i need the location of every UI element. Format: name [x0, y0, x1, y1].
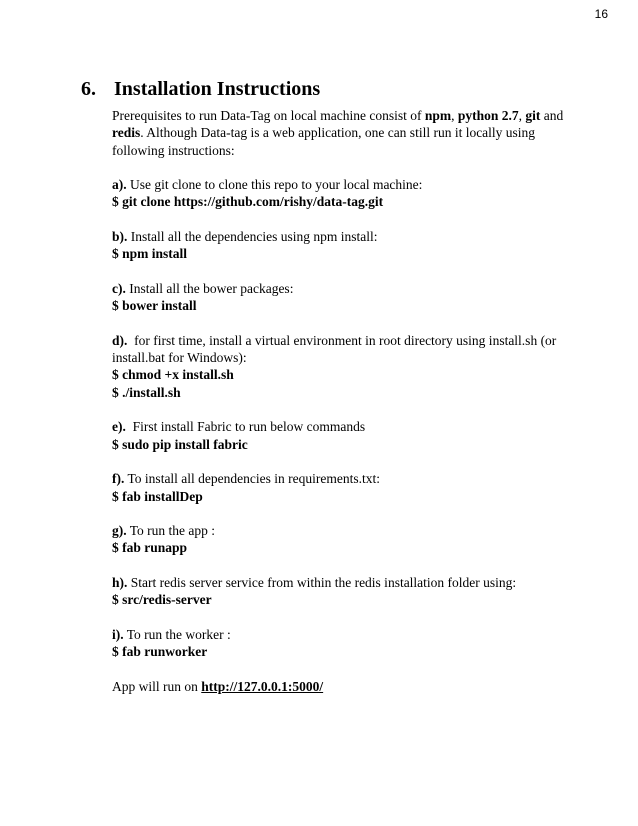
step-item	[112, 176, 582, 211]
step-marker: a).	[112, 177, 127, 193]
step-item	[112, 574, 582, 609]
step-text: Start redis server service from within the redis installation folder using:	[127, 575, 517, 591]
step-instruction	[112, 574, 582, 591]
command-line: $ fab installDep	[112, 488, 203, 504]
section-heading	[81, 77, 320, 101]
prereq-npm: npm	[424, 108, 452, 123]
step-item	[112, 418, 582, 453]
step-text: To run the worker :	[123, 626, 231, 642]
step-item	[112, 332, 582, 401]
step-text: To install all dependencies in requirements.txt:	[124, 471, 380, 487]
app-url-line	[112, 678, 582, 695]
step-marker: e).	[112, 419, 126, 435]
intro-and: and	[540, 108, 564, 123]
step-item	[112, 470, 582, 505]
step-instruction	[112, 418, 582, 435]
step-marker: f).	[112, 471, 125, 487]
steps-list	[112, 176, 582, 660]
step-text: First install Fabric to run below commands	[125, 419, 366, 435]
app-url-link[interactable]: http://127.0.0.1:5000/	[201, 678, 324, 694]
step-text: Install all the dependencies using npm install:	[127, 229, 378, 245]
prereq-python: python 2.7	[457, 108, 519, 123]
command-line: $ chmod +x install.sh	[112, 367, 234, 383]
step-instruction	[112, 470, 582, 487]
step-text: for first time, install a virtual environment in root directory using install.sh (or install.bat for Windows):	[112, 332, 560, 366]
intro-text: Prerequisites to run Data-Tag on local machine consist of	[112, 108, 425, 123]
command-line: $ sudo pip install fabric	[112, 436, 248, 452]
command-line: $ fab runapp	[112, 540, 188, 556]
step-marker: c).	[112, 280, 126, 296]
step-text: Install all the bower packages:	[125, 280, 294, 296]
step-marker: d).	[112, 332, 128, 348]
step-instruction	[112, 522, 582, 539]
step-item	[112, 280, 582, 315]
step-instruction	[112, 228, 582, 245]
page-number: 16	[594, 7, 608, 21]
step-marker: b).	[112, 229, 128, 245]
command-line: $ src/redis-server	[112, 592, 212, 608]
step-instruction	[112, 626, 582, 643]
step-instruction	[112, 332, 582, 367]
step-instruction	[112, 280, 582, 297]
step-item	[112, 228, 582, 263]
step-instruction	[112, 176, 582, 193]
prereq-redis: redis	[112, 125, 141, 141]
step-item	[112, 626, 582, 661]
app-url-label: App will run on	[112, 678, 202, 694]
prereq-git: git	[525, 108, 541, 123]
section-content	[112, 107, 582, 709]
step-text: Use git clone to clone this repo to your local machine:	[126, 177, 423, 193]
step-marker: g).	[112, 523, 127, 539]
command-line: $ git clone https://github.com/rishy/data-tag.git	[112, 194, 384, 210]
step-item	[112, 522, 582, 557]
step-marker: h).	[112, 575, 128, 591]
intro-paragraph	[112, 107, 582, 159]
section-title: Installation Instructions	[114, 78, 321, 100]
command-line: $ bower install	[112, 298, 197, 314]
command-line: $ npm install	[112, 246, 188, 262]
step-text: To run the app :	[126, 523, 216, 539]
intro-comma: ,	[518, 108, 526, 123]
step-marker: i).	[112, 626, 124, 642]
section-number: 6.	[81, 78, 96, 100]
intro-comma: ,	[451, 108, 458, 123]
command-line: $ ./install.sh	[112, 384, 181, 400]
command-line: $ fab runworker	[112, 644, 208, 660]
intro-text-continued: . Although Data-tag is a web application, one can still run it locally using following instructions:	[112, 125, 536, 158]
